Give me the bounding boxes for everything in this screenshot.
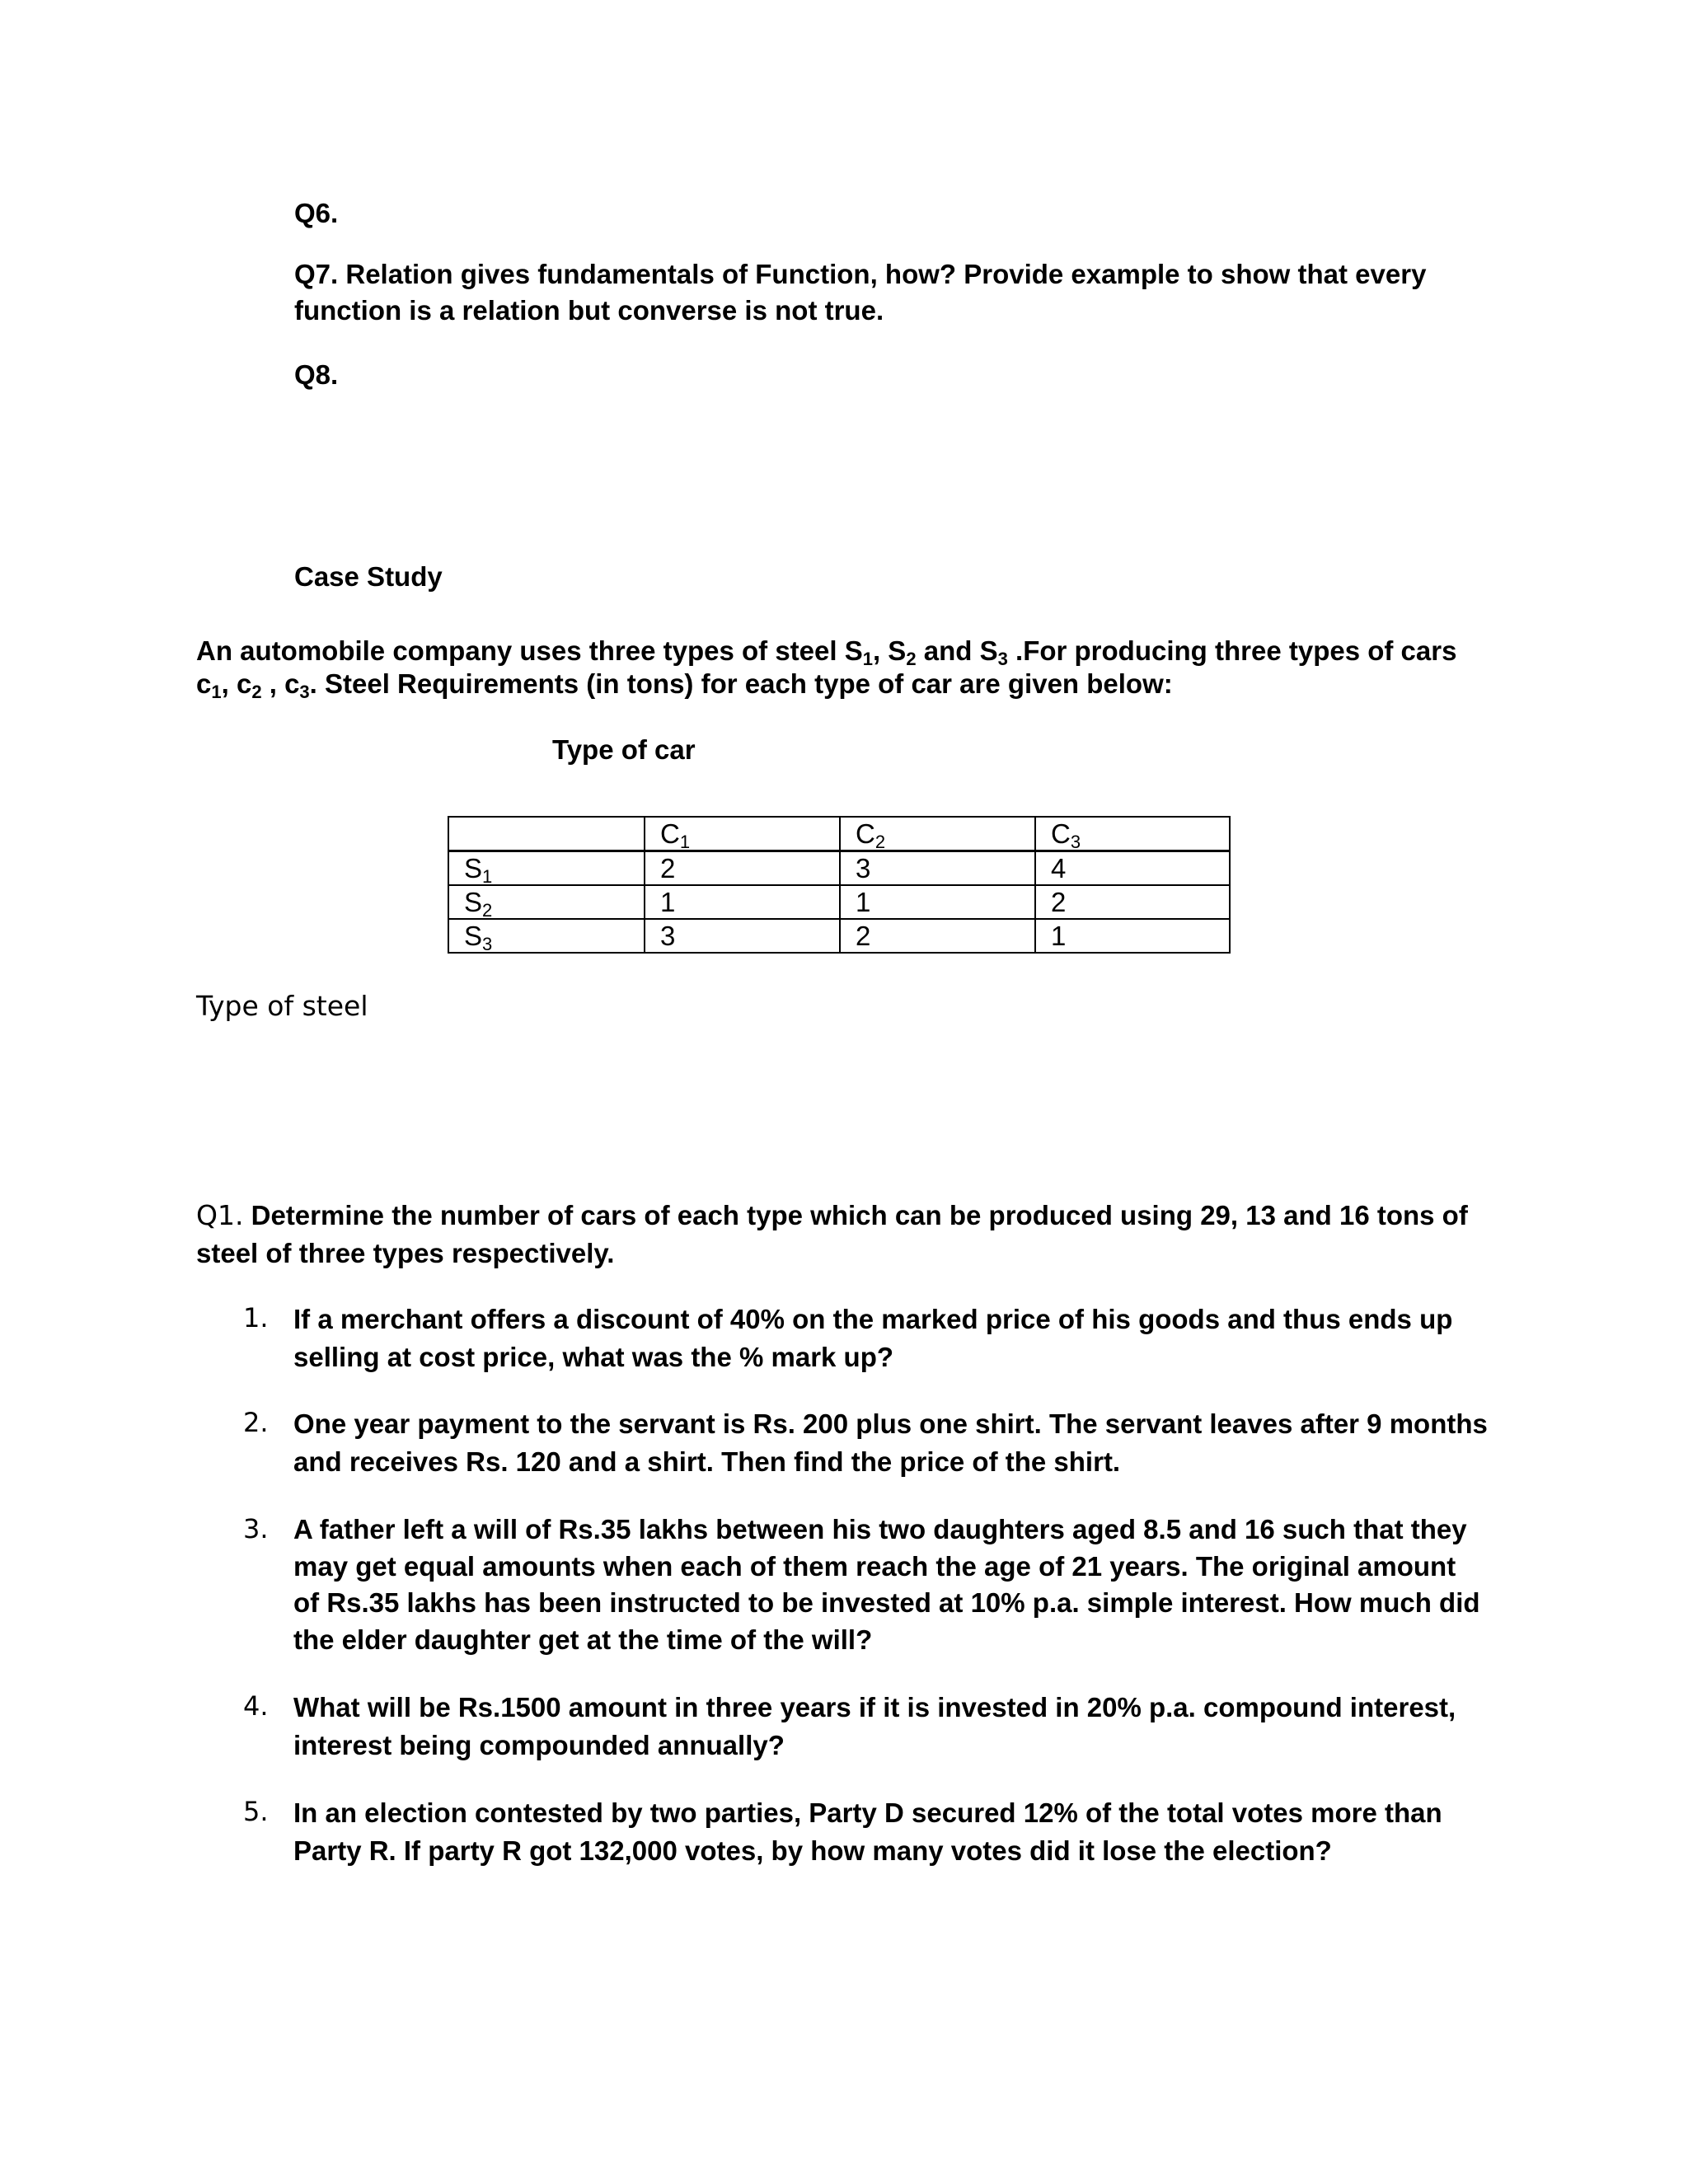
table-cell: 2 <box>840 919 1035 953</box>
table-cell: 2 <box>1035 885 1230 919</box>
table-cell: 1 <box>645 885 840 919</box>
table-cell: 4 <box>1035 851 1230 886</box>
table-header-row <box>448 817 1230 851</box>
table-row <box>448 919 1230 953</box>
list-item: A father left a will of Rs.35 lakhs between his two daughters aged 8.5 and 16 such that they may get equal amounts when each of them reach the age of 21 years. The original amount of Rs.35 lakhs has been instructed to be invested at 10% p.a. simple interest. How much did the elder daughter get at the time of the will? <box>293 1514 1480 1655</box>
list-item: What will be Rs.1500 amount in three years if it is invested in 20% p.a. compound interest, interest being compounded annually? <box>293 1692 1456 1760</box>
question-q1 <box>196 1197 1498 1272</box>
table-cell: 1 <box>1035 919 1230 953</box>
list-item-number: 3. <box>243 1513 269 1544</box>
table-header-corner <box>448 817 645 851</box>
type-of-car-label: Type of car <box>552 734 696 765</box>
list-item-number: 5. <box>243 1796 269 1827</box>
table-header-cell: $C_2$ <box>840 817 1035 851</box>
steel-requirements-table <box>448 816 1231 954</box>
table-cell: 3 <box>840 851 1035 886</box>
question-q1-prefix: Q1. <box>196 1199 244 1231</box>
list-item: One year payment to the servant is Rs. 200 plus one shirt. The servant leaves after 9 months and receives Rs. 120 and a shirt. Then find the price of the shirt. <box>293 1408 1488 1477</box>
type-of-steel-label: Type of steel <box>196 990 368 1022</box>
list-item-number: 2. <box>243 1407 269 1438</box>
list-item-number: 4. <box>243 1690 269 1722</box>
table-cell: 2 <box>645 851 840 886</box>
question-q8: Q8. <box>294 359 339 390</box>
table-row <box>448 885 1230 919</box>
list-item: In an election contested by two parties, Party D secured 12% of the total votes more than Party R. If party R got 132,000 votes, by how many votes did it lose the election? <box>293 1797 1442 1866</box>
table-row-label: $S_1$ <box>448 851 645 886</box>
question-q1-text: Determine the number of cars of each type which can be produced using 29, 13 and 16 tons of steel of three types respectively. <box>196 1200 1468 1268</box>
table-row-label: $S_2$ <box>448 885 645 919</box>
table-row-label: $S_3$ <box>448 919 645 953</box>
table-header-cell: $C_3$ <box>1035 817 1230 851</box>
table-cell: 3 <box>645 919 840 953</box>
question-q7: Q7. Relation gives fundamentals of Function, how? Provide example to show that every function is a relation but converse is not true. <box>294 259 1427 326</box>
table-header-cell: $C_1$ <box>645 817 840 851</box>
table-cell: 1 <box>840 885 1035 919</box>
table-row <box>448 851 1230 886</box>
list-item-number: 1. <box>243 1302 269 1333</box>
case-study-heading: Case Study <box>294 561 443 592</box>
question-q6: Q6. <box>294 198 339 228</box>
list-item: If a merchant offers a discount of 40% on the marked price of his goods and thus ends up selling at cost price, what was the % mark up? <box>293 1304 1453 1372</box>
case-study-intro: An automobile company uses three types of steel $S_1$, $S_2$ and $S_3$ .For producing three types of cars $c_1$, $c_2$ , $c_3$. Steel Requirements (in tons) for each type of car are given below: <box>196 635 1457 702</box>
